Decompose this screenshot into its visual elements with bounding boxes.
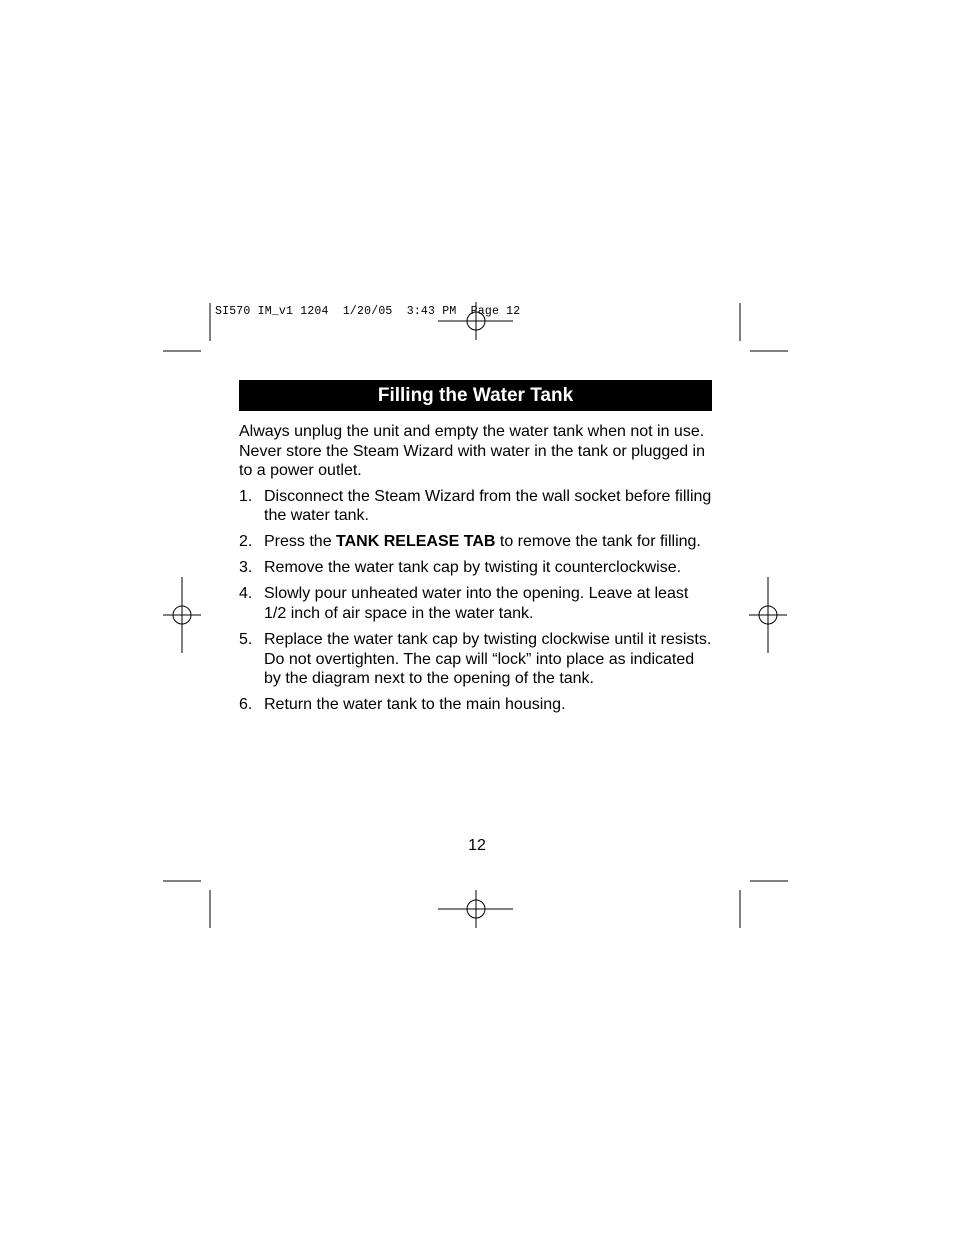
step-text: Slowly pour unheated water into the opening. Leave at least 1/2 inch of air space in the water tank. — [264, 585, 689, 622]
step-text-post: to remove the tank for filling. — [495, 533, 701, 551]
steps-list — [239, 487, 714, 715]
list-item — [239, 630, 714, 689]
step-number: 1. — [239, 487, 253, 505]
step-number: 3. — [239, 559, 253, 577]
step-text: Return the water tank to the main housing. — [264, 696, 566, 714]
list-item — [239, 532, 714, 552]
step-number: 5. — [239, 630, 253, 648]
section-title: Filling the Water Tank — [377, 384, 574, 406]
step-number: 6. — [239, 696, 253, 714]
list-item — [239, 558, 714, 578]
step-text-pre: Press the — [264, 533, 337, 551]
list-item — [239, 695, 714, 715]
step-text: Disconnect the Steam Wizard from the wall socket before filling the water tank. — [264, 487, 712, 525]
intro-paragraph: Always unplug the unit and empty the water tank when not in use. Never store the Steam Wizard with water in the tank or plugged in to a power outlet. — [239, 423, 705, 480]
page-number: 12 — [468, 837, 486, 854]
print-slug: SI570 IM_v1 1204 1/20/05 3:43 PM Page 12 — [215, 305, 521, 318]
step-text: Replace the water tank cap by twisting clockwise until it resists. Do not overtighten. The cap will “lock” into place as indicated by the diagram next to the opening of the tank. — [264, 630, 712, 688]
list-item — [239, 584, 714, 623]
step-text: Remove the water tank cap by twisting it counterclockwise. — [264, 559, 682, 577]
step-number: 2. — [239, 533, 253, 551]
step-text — [264, 532, 714, 552]
main-content — [239, 422, 714, 721]
list-item — [239, 487, 714, 526]
section-heading — [239, 380, 712, 411]
tank-release-tab-label: TANK RELEASE TAB — [336, 533, 496, 551]
step-number: 4. — [239, 585, 253, 603]
